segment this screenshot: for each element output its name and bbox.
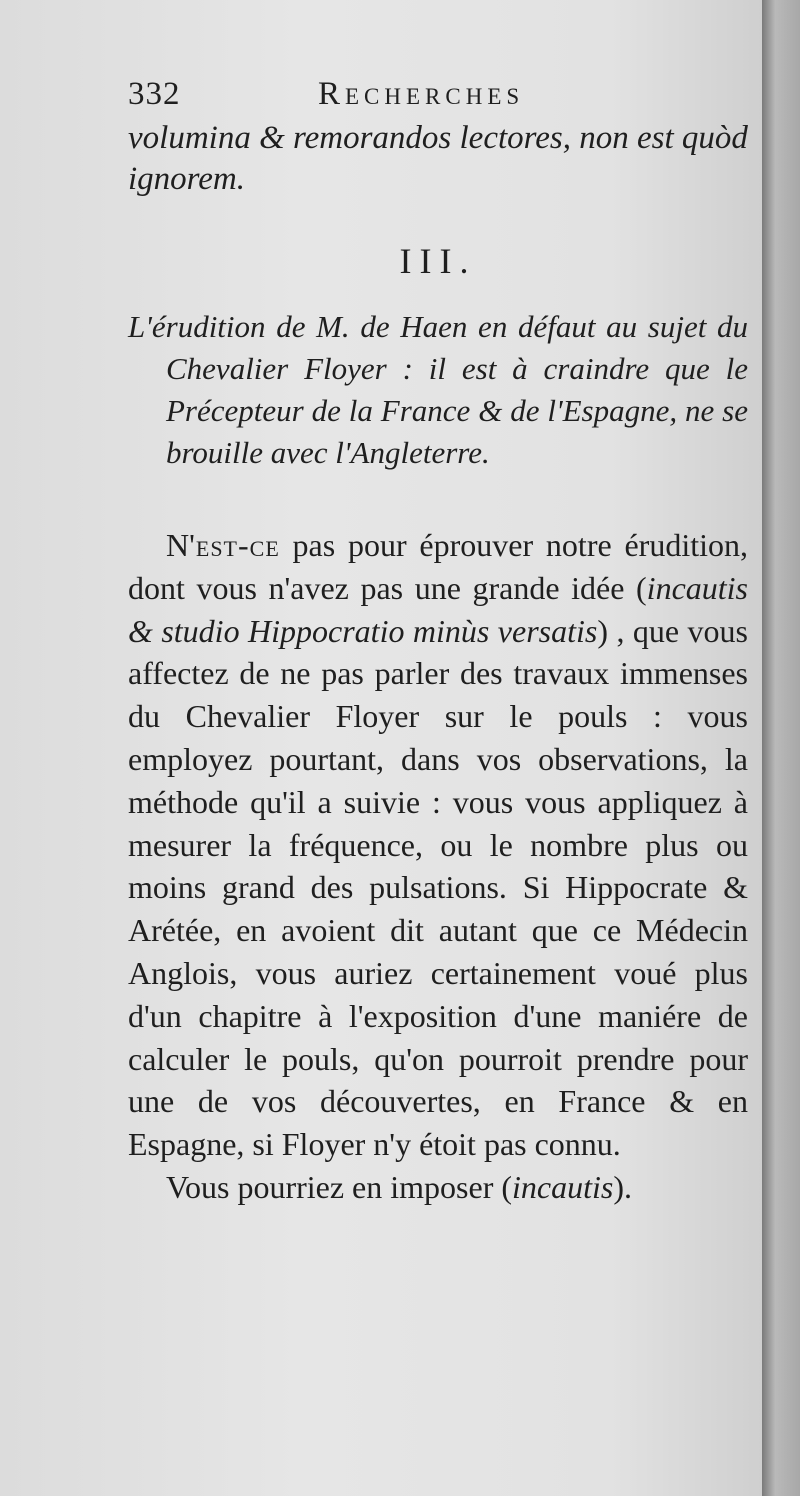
section-summary: L'érudition de M. de Haen en défaut au sujet du Chevalier Floyer : il est à craindre que le Précepteur de la France & de l'Espagne, ne se brouille avec l'Angleterre.: [128, 309, 748, 470]
page-edge: [762, 0, 800, 1496]
lead-initial: N: [166, 527, 190, 563]
paragraph-1-italic: incautis & studio Hippocratio minùs versatis: [128, 569, 748, 649]
paragraph-2-text-b: ).: [613, 1168, 632, 1205]
section-number: III.: [399, 241, 477, 281]
running-title: Recherches: [318, 76, 525, 112]
running-head: [128, 70, 748, 118]
paragraph-1-text-a: pas pour éprouver notre érudition, dont vous n'avez pas une grande idée (: [128, 527, 748, 606]
text-block: [128, 70, 748, 1209]
epigraph-continuation: volumina & remorandos lectores, non est quòd ignorem.: [128, 120, 748, 197]
page-number: 332: [128, 76, 181, 112]
lead-small-caps: 'est-ce: [189, 527, 280, 563]
paragraph-2-italic: incautis: [512, 1168, 614, 1205]
paragraph-1: [128, 524, 748, 1166]
paragraph-2-text-a: Vous pourriez en imposer (: [166, 1168, 512, 1205]
paragraph-2: [128, 1166, 748, 1209]
paragraph-1-text-b: ) , que vous affectez de ne pas parler des travaux immenses du Chevalier Floyer sur le pouls : vous employez pourtant, dans vos observations, la méthode qu'il a suivie : vous vous appliquez à mesurer la fréquence, ou le nombre plus ou moins grand des pulsations. Si Hippocrate & Arétée, en avoient dit autant que ce Médecin Anglois, vous auriez certainement voué plus d'un chapitre à l'exposition d'une maniére de calculer le pouls, qu'on pourroit prendre pour une de vos découvertes, en France & en Espagne, si Floyer n'y étoit pas connu.: [128, 612, 749, 1163]
